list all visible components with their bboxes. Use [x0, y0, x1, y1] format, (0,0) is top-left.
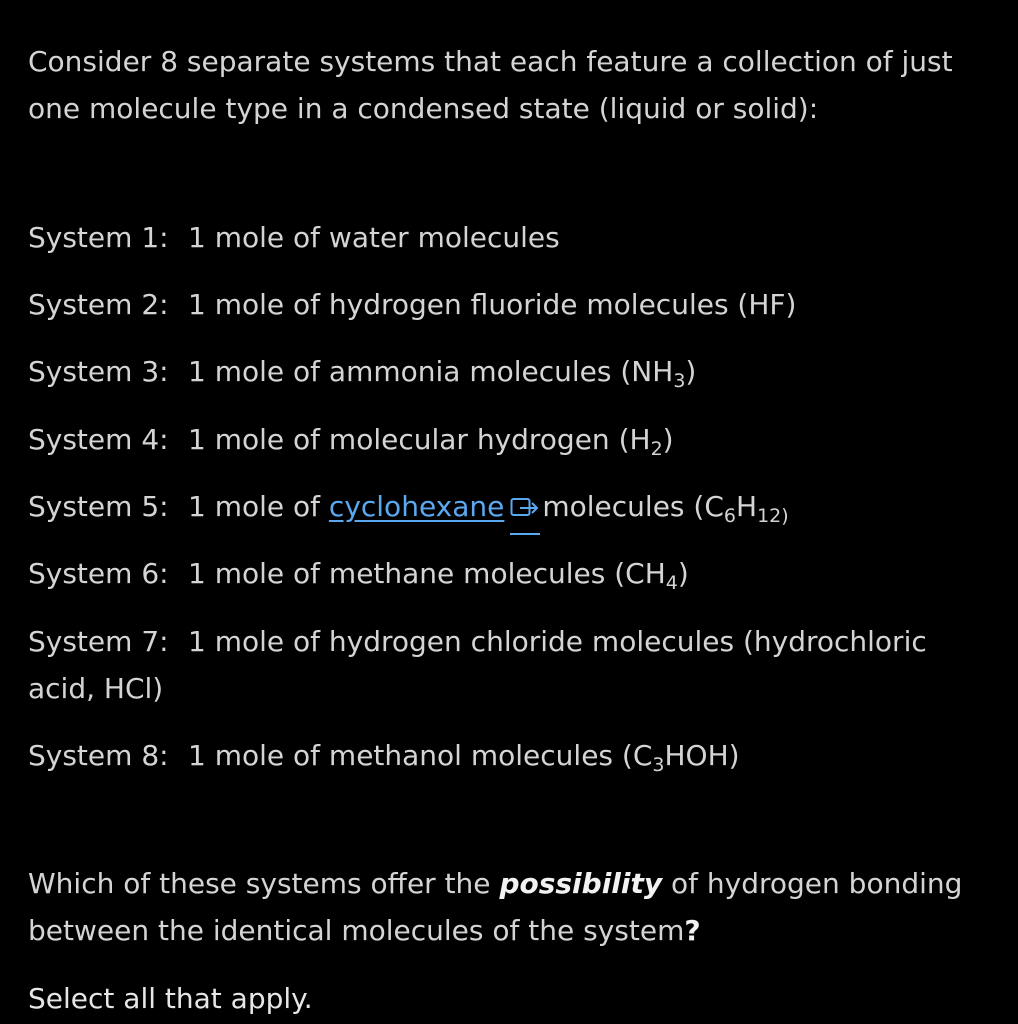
system-description-end: ) [685, 355, 697, 388]
system-description: 1 mole of hydrogen chloride molecules (hydrochloric acid, HCl) [28, 625, 927, 705]
system-description: 1 mole of [188, 490, 329, 523]
system-6-row [28, 550, 998, 597]
system-description-mid2: H [736, 490, 758, 523]
system-label: System 3: [28, 355, 169, 388]
system-label: System 4: [28, 423, 169, 456]
system-1-row [28, 214, 998, 261]
system-description: 1 mole of molecular hydrogen (H [188, 423, 651, 456]
subscript: 2 [650, 438, 663, 460]
system-description: 1 mole of methane molecules (CH [188, 557, 666, 590]
question-emphasis: possibility [499, 867, 663, 900]
subscript: 6 [723, 505, 736, 527]
subscript: 12) [757, 505, 789, 527]
system-description-end: HOH) [664, 739, 740, 772]
subscript: 3 [673, 370, 686, 392]
system-description-end: ) [662, 423, 674, 456]
system-description-mid: molecules (C [542, 490, 724, 523]
system-8-row [28, 732, 998, 779]
question-end: of hydrogen bonding between the identical molecules of the system [28, 867, 963, 947]
cyclohexane-link[interactable]: cyclohexane [328, 490, 505, 523]
system-4-row [28, 416, 998, 463]
system-label: System 5: [28, 490, 169, 523]
system-description-end: ) [677, 557, 689, 590]
system-7-row [28, 618, 998, 712]
system-description: 1 mole of hydrogen fluoride molecules (HF) [188, 288, 797, 321]
subscript: 4 [665, 572, 678, 594]
intro-text: Consider 8 separate systems that each feature a collection of just one molecule type in a condensed state (liquid or solid): [28, 45, 953, 125]
question-start: Which of these systems offer the [28, 867, 500, 900]
select-all-instruction: Select all that apply. [28, 982, 313, 1015]
system-label: System 7: [28, 625, 169, 658]
subscript: 3 [652, 754, 665, 776]
system-label: System 1: [28, 221, 169, 254]
question-text [28, 860, 988, 954]
system-label: System 6: [28, 557, 169, 590]
system-description: 1 mole of water molecules [188, 221, 560, 254]
system-5-row [28, 483, 998, 535]
system-label: System 8: [28, 739, 169, 772]
system-label: System 2: [28, 288, 169, 321]
system-2-row [28, 281, 998, 328]
external-link-icon[interactable] [510, 486, 540, 535]
system-3-row [28, 348, 998, 395]
system-description: 1 mole of methanol molecules (C [188, 739, 653, 772]
system-description: 1 mole of ammonia molecules (NH [188, 355, 674, 388]
question-mark: ? [684, 914, 701, 947]
